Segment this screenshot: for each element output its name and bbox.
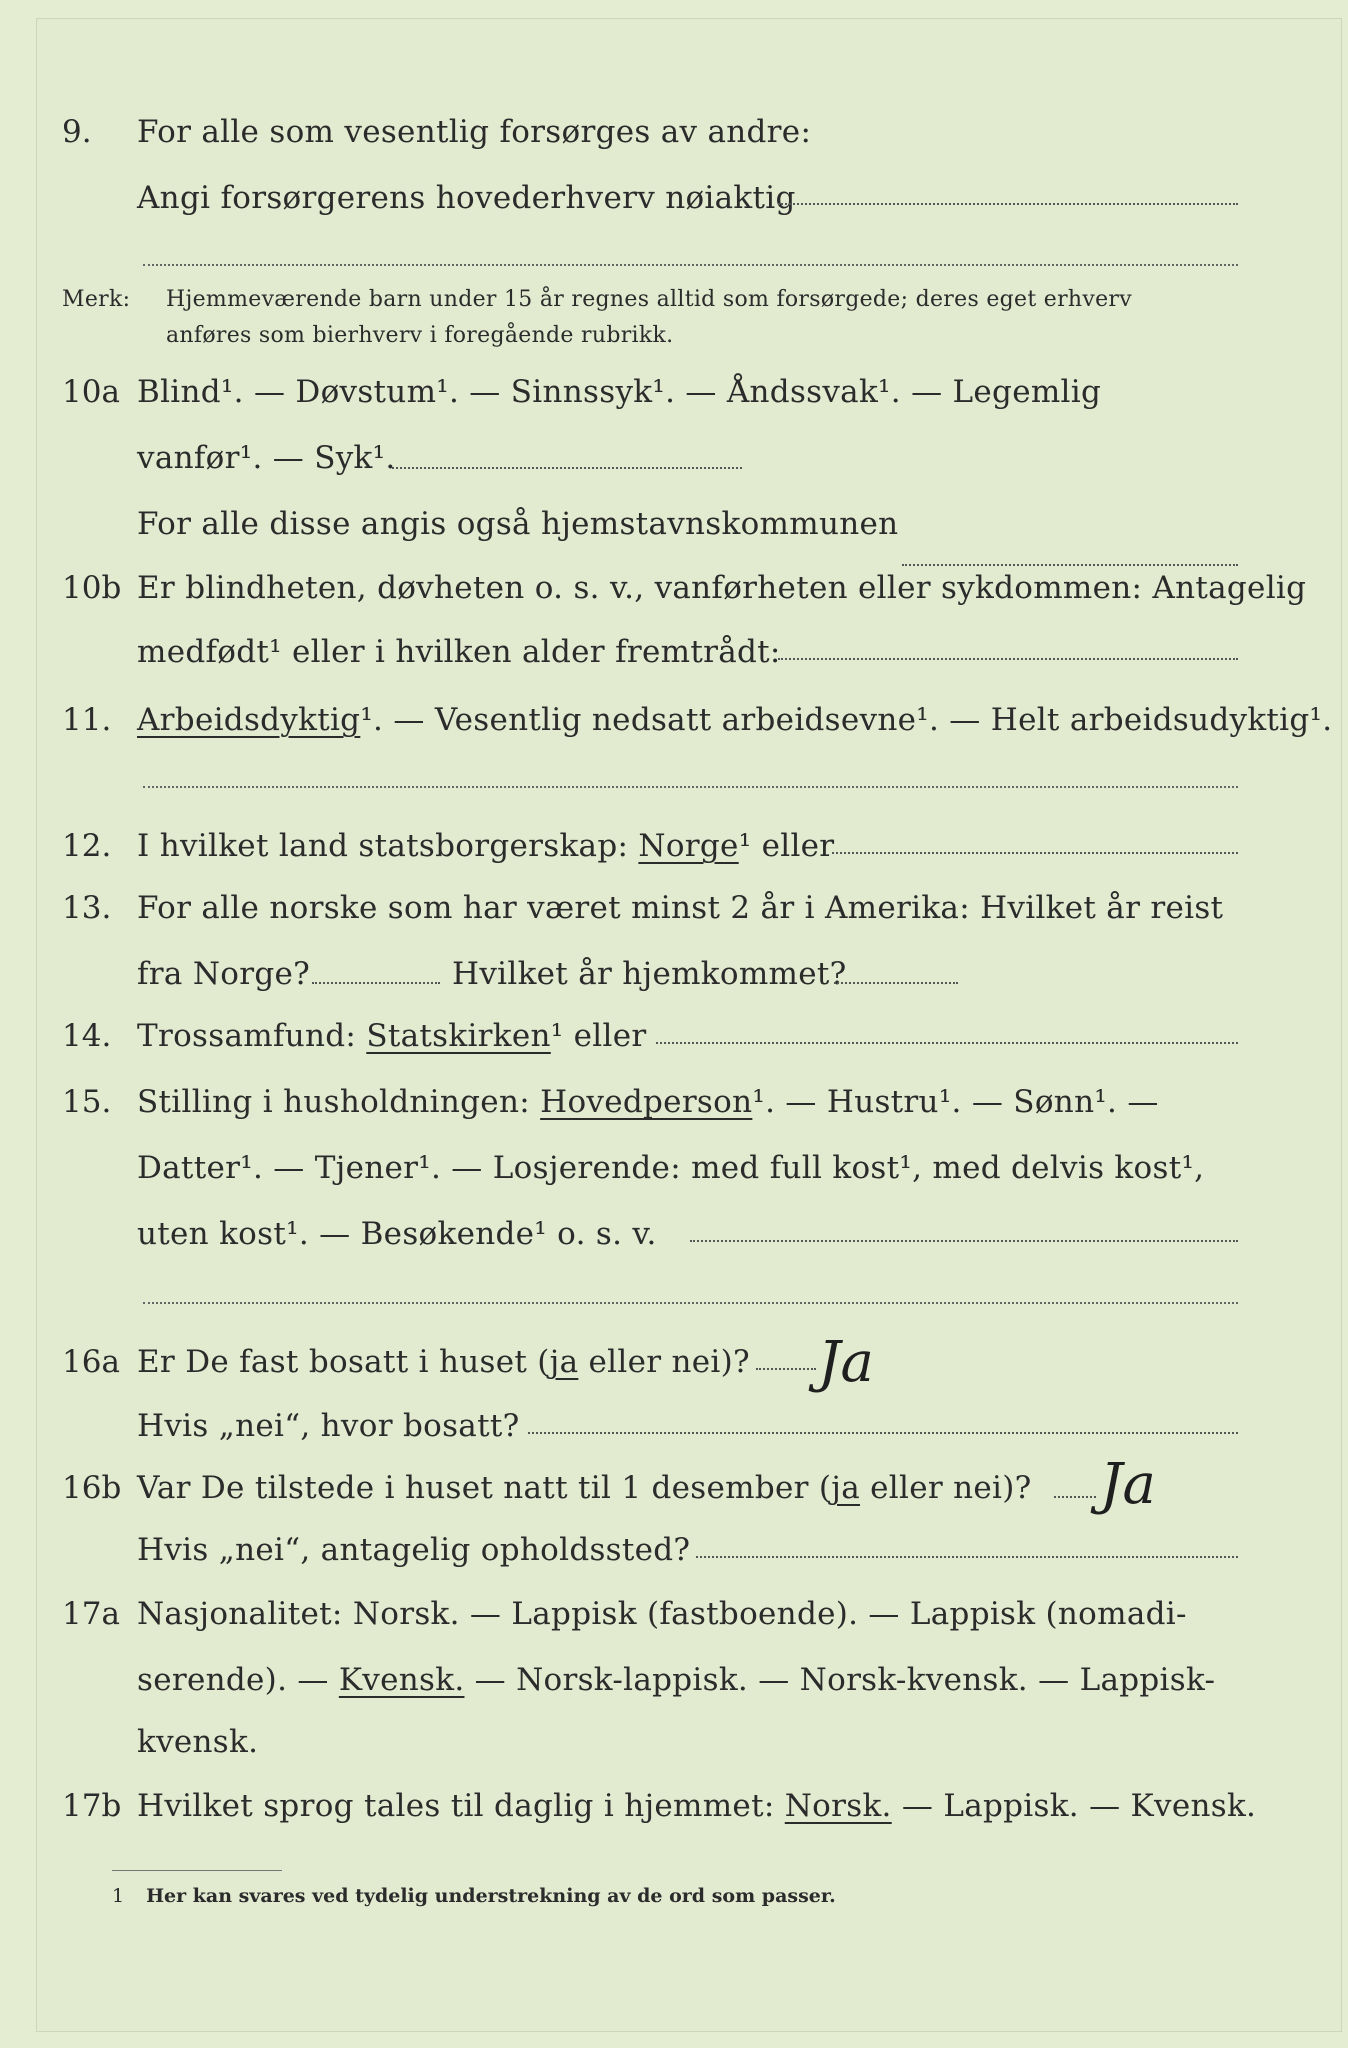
q16b-answer-line[interactable] bbox=[1054, 1496, 1096, 1498]
q15-line1 bbox=[137, 1082, 1159, 1122]
q13-reist-answer-line[interactable] bbox=[312, 982, 440, 984]
q16b-number: 16b bbox=[62, 1470, 122, 1506]
q17b-number: 17b bbox=[62, 1788, 122, 1824]
q9-number: 9. bbox=[62, 114, 92, 150]
q16a-prefix: Er De fast bosatt i huset ( bbox=[137, 1344, 550, 1380]
q16a-suffix: eller nei)? bbox=[578, 1344, 750, 1380]
q17a-line2-prefix: serende). — bbox=[137, 1662, 339, 1698]
q10a-number: 10a bbox=[62, 374, 120, 410]
footnote-divider bbox=[112, 1870, 282, 1871]
q16a-line2: Hvis „nei“, hvor bosatt? bbox=[137, 1408, 520, 1444]
q16a-handwritten-answer: Ja bbox=[818, 1330, 874, 1395]
q17b-prefix: Hvilket sprog tales til daglig i hjemmet: bbox=[137, 1788, 785, 1824]
q10b-answer-line[interactable] bbox=[778, 658, 1238, 660]
q16a-ja-underlined: ja bbox=[549, 1344, 579, 1380]
q9-answer-line2[interactable] bbox=[143, 264, 1238, 266]
q15-number: 15. bbox=[62, 1084, 112, 1120]
q14-answer-line[interactable] bbox=[656, 1042, 1238, 1044]
q12-suffix: ¹ eller bbox=[738, 828, 835, 864]
q9-line2: Angi forsørgerens hovederhverv nøiaktig bbox=[137, 180, 796, 216]
q11-arbeidsdyktig-underlined: Arbeidsdyktig bbox=[137, 702, 361, 738]
q16a-bosatt-answer-line[interactable] bbox=[528, 1432, 1238, 1434]
q16b-opholdssted-answer-line[interactable] bbox=[696, 1556, 1238, 1558]
q16b-prefix: Var De tilstede i huset natt til 1 desember ( bbox=[137, 1470, 832, 1506]
q16b-handwritten-answer: Ja bbox=[1100, 1452, 1156, 1517]
q16b-line1 bbox=[137, 1468, 1032, 1508]
q17a-number: 17a bbox=[62, 1596, 120, 1632]
q13-line2a: fra Norge? bbox=[137, 956, 311, 992]
q12-prefix: I hvilket land statsborgerskap: bbox=[137, 828, 629, 864]
q15-suffix: ¹. — Hustru¹. — Sønn¹. — bbox=[752, 1084, 1159, 1120]
q12-answer-line[interactable] bbox=[832, 852, 1238, 854]
q13-number: 13. bbox=[62, 890, 112, 926]
q10b-line2: medfødt¹ eller i hvilken alder fremtrådt: bbox=[137, 634, 781, 670]
merk-label: Merk: bbox=[62, 287, 131, 312]
q11-line bbox=[137, 700, 1332, 740]
q16a-answer-line[interactable] bbox=[756, 1368, 816, 1370]
q10b-number: 10b bbox=[62, 570, 122, 606]
q10a-line2: vanfør¹. — Syk¹. bbox=[137, 440, 396, 476]
footnote-text: Her kan svares ved tydelig understrekning av de ord som passer. bbox=[146, 1885, 836, 1907]
q15-line3: uten kost¹. — Besøkende¹ o. s. v. bbox=[137, 1216, 657, 1252]
q9-line1: For alle som vesentlig forsørges av andre: bbox=[137, 114, 812, 150]
q17a-line1: Nasjonalitet: Norsk. — Lappisk (fastboende). — Lappisk (nomadi- bbox=[137, 1596, 1187, 1632]
footnote bbox=[112, 1885, 836, 1907]
merk-line2: anføres som bierhverv i foregående rubrikk. bbox=[166, 323, 674, 348]
q17b-line bbox=[137, 1786, 1256, 1826]
q14-statskirken-underlined: Statskirken bbox=[366, 1018, 551, 1054]
q11-number: 11. bbox=[62, 702, 112, 738]
q12-line bbox=[137, 826, 834, 866]
q16b-ja-underlined: ja bbox=[831, 1470, 860, 1506]
q14-line bbox=[137, 1016, 647, 1056]
q9-answer-line[interactable] bbox=[778, 203, 1238, 205]
q15-answer-line[interactable] bbox=[690, 1240, 1238, 1242]
q10a-kommune-answer-line[interactable] bbox=[902, 564, 1238, 566]
q17a-kvensk-underlined: Kvensk. bbox=[338, 1662, 465, 1698]
q12-norge-underlined: Norge bbox=[638, 828, 739, 864]
q15-answer-line2[interactable] bbox=[143, 1302, 1238, 1304]
q16a-number: 16a bbox=[62, 1344, 120, 1380]
q11-answer-line[interactable] bbox=[143, 786, 1238, 788]
q13-line1: For alle norske som har været minst 2 år i Amerika: Hvilket år reist bbox=[137, 890, 1224, 926]
q10a-line3: For alle disse angis også hjemstavnskommunen bbox=[137, 506, 899, 542]
q13-hjemkommet-answer-line[interactable] bbox=[834, 982, 958, 984]
q17a-line3: kvensk. bbox=[137, 1724, 259, 1760]
merk-line1: Hjemmeværende barn under 15 år regnes alltid som forsørgede; deres eget erhverv bbox=[166, 287, 1132, 312]
q15-hovedperson-underlined: Hovedperson bbox=[540, 1084, 753, 1120]
q11-rest: ¹. — Vesentlig nedsatt arbeidsevne¹. — Helt arbeidsudyktig¹. bbox=[360, 702, 1333, 738]
q17a-line2-suffix: — Norsk-lappisk. — Norsk-kvensk. — Lappisk- bbox=[464, 1662, 1216, 1698]
q12-number: 12. bbox=[62, 828, 112, 864]
q17b-norsk-underlined: Norsk. bbox=[784, 1788, 892, 1824]
q15-line2: Datter¹. — Tjener¹. — Losjerende: med full kost¹, med delvis kost¹, bbox=[137, 1150, 1205, 1186]
q17b-suffix: — Lappisk. — Kvensk. bbox=[891, 1788, 1257, 1824]
q15-prefix: Stilling i husholdningen: bbox=[137, 1084, 530, 1120]
footnote-mark: 1 bbox=[112, 1885, 125, 1907]
q13-line2b: Hvilket år hjemkommet? bbox=[452, 956, 847, 992]
q16b-suffix: eller nei)? bbox=[860, 1470, 1032, 1506]
q17a-line2 bbox=[137, 1660, 1215, 1700]
q14-prefix: Trossamfund: bbox=[137, 1018, 357, 1054]
q10a-line1: Blind¹. — Døvstum¹. — Sinnssyk¹. — Åndssvak¹. — Legemlig bbox=[137, 374, 1102, 410]
q10b-line1: Er blindheten, døvheten o. s. v., vanførheten eller sykdommen: Antagelig bbox=[137, 570, 1307, 606]
q14-number: 14. bbox=[62, 1018, 112, 1054]
q16b-line2: Hvis „nei“, antagelig opholdssted? bbox=[137, 1532, 691, 1568]
q10a-syk-answer-line[interactable] bbox=[392, 467, 742, 469]
q16a-line1 bbox=[137, 1342, 750, 1382]
q14-suffix: ¹ eller bbox=[550, 1018, 647, 1054]
